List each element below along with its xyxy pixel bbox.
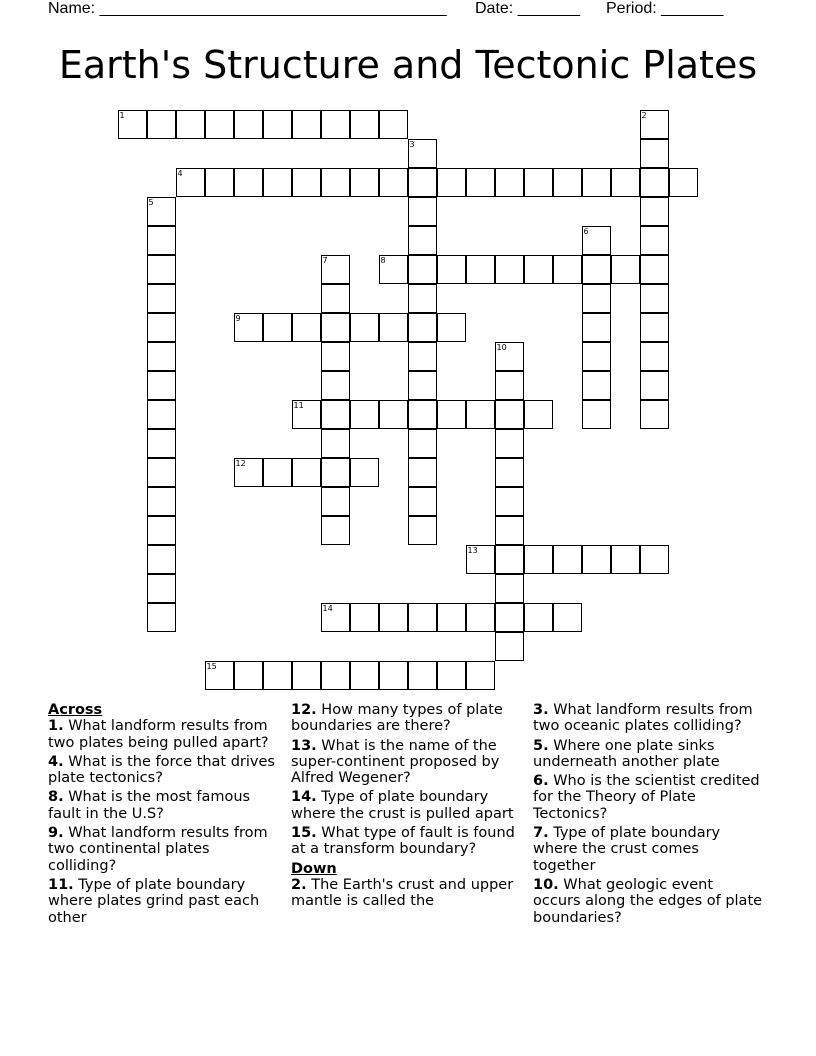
clue-text: What landform results from two plates being pulled apart? [48,718,269,751]
crossword-cell[interactable] [147,342,176,371]
crossword-cell[interactable] [582,284,611,313]
crossword-cell[interactable] [263,110,292,139]
clue-column-3 [533,702,765,929]
crossword-cell[interactable] [640,197,669,226]
crossword-cell[interactable] [350,661,379,690]
crossword-cell[interactable] [350,313,379,342]
crossword-cell[interactable] [640,342,669,371]
crossword-cell[interactable] [466,603,495,632]
date-field[interactable]: Date: _______ [475,0,580,17]
crossword-cell[interactable] [611,255,640,284]
crossword-cell[interactable] [437,255,466,284]
crossword-cell[interactable] [176,168,205,197]
crossword-cell[interactable] [408,313,437,342]
crossword-cell[interactable] [408,458,437,487]
clue-number: 11. [48,876,74,893]
crossword-cell[interactable] [495,400,524,429]
clue-text: What landform results from two oceanic plates colliding? [533,702,753,735]
clue-item [533,773,765,822]
crossword-cell[interactable] [234,661,263,690]
crossword-cell[interactable] [495,342,524,371]
crossword-cell[interactable] [234,110,263,139]
crossword-cell[interactable] [640,284,669,313]
clue-number: 7. [533,825,549,842]
crossword-cell[interactable] [582,371,611,400]
crossword-cell[interactable] [408,429,437,458]
crossword-cell[interactable] [582,255,611,284]
crossword-cell[interactable] [147,545,176,574]
crossword-cell[interactable] [408,342,437,371]
crossword-cell[interactable] [147,603,176,632]
cell-number: 10 [496,342,507,352]
clue-number: 3. [533,702,549,718]
crossword-cell[interactable] [147,371,176,400]
name-field[interactable]: Name: _______________________________________ [48,0,447,17]
crossword-cell[interactable] [205,661,234,690]
crossword-cell[interactable] [582,545,611,574]
crossword-cell[interactable] [495,487,524,516]
crossword-cell[interactable] [408,284,437,313]
crossword-cell[interactable] [466,168,495,197]
crossword-cell[interactable] [263,313,292,342]
crossword-cell[interactable] [147,516,176,545]
crossword-cell[interactable] [640,168,669,197]
crossword-cell[interactable] [582,400,611,429]
clue-item [291,738,523,787]
clue-number: 13. [291,737,317,754]
crossword-cell[interactable] [582,313,611,342]
clue-text: What geologic event occurs along the edges of plate boundaries? [533,876,763,926]
crossword-cell[interactable] [611,545,640,574]
crossword-cell[interactable] [408,168,437,197]
clue-item [48,718,280,751]
crossword-cell[interactable] [292,313,321,342]
cell-number: 3 [409,139,415,149]
cell-number: 9 [235,313,241,323]
cell-number: 12 [235,458,246,468]
puzzle-title: Earth's Structure and Tectonic Plates [58,43,758,87]
crossword-cell[interactable] [379,400,408,429]
crossword-cell[interactable] [321,371,350,400]
across-heading: Across [48,702,103,718]
crossword-cell[interactable] [466,255,495,284]
crossword-cell[interactable] [466,545,495,574]
clue-text: What is the name of the super-continent proposed by Alfred Wegener? [291,737,500,787]
crossword-cell[interactable] [292,168,321,197]
crossword-cell[interactable] [408,661,437,690]
crossword-cell[interactable] [321,661,350,690]
clue-column-1 [48,702,280,929]
crossword-cell[interactable] [292,661,321,690]
crossword-cell[interactable] [147,574,176,603]
crossword-cell[interactable] [553,255,582,284]
crossword-cell[interactable] [321,284,350,313]
crossword-cell[interactable] [234,168,263,197]
cell-number: 7 [322,255,328,265]
clue-text: Where one plate sinks underneath another plate [533,737,720,770]
cell-number: 1 [119,110,125,120]
crossword-cell[interactable] [553,603,582,632]
clue-number: 15. [291,825,317,842]
crossword-cell[interactable] [321,603,350,632]
cell-number: 6 [583,226,589,236]
clue-column-2 [291,702,523,913]
down-heading: Down [291,860,337,877]
clue-item [291,789,523,822]
crossword-cell[interactable] [379,603,408,632]
cell-number: 2 [641,110,647,120]
clue-item [533,738,765,771]
crossword-cell[interactable] [147,458,176,487]
crossword-cell[interactable] [350,458,379,487]
crossword-cell[interactable] [205,110,234,139]
clue-item [291,702,523,735]
crossword-cell[interactable] [640,545,669,574]
crossword-cell[interactable] [292,400,321,429]
crossword-cell[interactable] [176,110,205,139]
clue-number: 9. [48,825,64,842]
crossword-cell[interactable] [205,168,234,197]
clue-item [48,877,280,926]
crossword-cell[interactable] [437,603,466,632]
crossword-cell[interactable] [379,110,408,139]
crossword-cell[interactable] [495,545,524,574]
crossword-cell[interactable] [321,516,350,545]
crossword-cell[interactable] [408,603,437,632]
crossword-cell[interactable] [321,400,350,429]
cell-number: 8 [380,255,386,265]
clue-text: Type of plate boundary where the crust is pulled apart [291,789,514,822]
crossword-cell[interactable] [640,110,669,139]
clue-number: 8. [48,789,64,806]
crossword-cell[interactable] [350,603,379,632]
crossword-cell[interactable] [495,168,524,197]
crossword-cell[interactable] [640,400,669,429]
cell-number: 11 [293,400,304,410]
crossword-cell[interactable] [437,400,466,429]
crossword-cell[interactable] [466,661,495,690]
crossword-cell[interactable] [379,255,408,284]
clue-text: The Earth's crust and upper mantle is called the [291,876,514,910]
crossword-cell[interactable] [611,168,640,197]
cell-number: 14 [322,603,333,613]
crossword-cell[interactable] [118,110,147,139]
cell-number: 4 [177,168,183,178]
period-field[interactable]: Period: _______ [606,0,724,17]
crossword-cell[interactable] [495,429,524,458]
crossword-cell[interactable] [234,313,263,342]
clue-text: Type of plate boundary where plates grind past each other [48,876,260,926]
crossword-cell[interactable] [408,197,437,226]
crossword-cell[interactable] [147,255,176,284]
crossword-cell[interactable] [408,371,437,400]
crossword-cell[interactable] [321,255,350,284]
crossword-cell[interactable] [147,197,176,226]
crossword-cell[interactable] [582,168,611,197]
crossword-cell[interactable] [582,226,611,255]
crossword-cell[interactable] [408,139,437,168]
crossword-cell[interactable] [263,458,292,487]
clue-number: 1. [48,718,64,735]
crossword-cell[interactable] [437,661,466,690]
crossword-cell[interactable] [321,458,350,487]
crossword-cell[interactable] [495,458,524,487]
crossword-cell[interactable] [350,110,379,139]
crossword-cell[interactable] [147,429,176,458]
crossword-cell[interactable] [350,168,379,197]
crossword-cell[interactable] [640,371,669,400]
crossword-cell[interactable] [553,545,582,574]
crossword-cell[interactable] [437,313,466,342]
crossword-cell[interactable] [524,168,553,197]
crossword-cell[interactable] [495,255,524,284]
crossword-cell[interactable] [466,400,495,429]
crossword-cell[interactable] [437,168,466,197]
clue-text: How many types of plate boundaries are there? [291,702,503,735]
crossword-cell[interactable] [524,255,553,284]
crossword-cell[interactable] [321,487,350,516]
crossword-cell[interactable] [495,371,524,400]
student-info-header [48,0,748,20]
cell-number: 13 [467,545,478,555]
crossword-cell[interactable] [234,458,263,487]
crossword-cell[interactable] [408,226,437,255]
crossword-cell[interactable] [321,110,350,139]
clue-item [48,825,280,874]
crossword-cell[interactable] [379,313,408,342]
crossword-cell[interactable] [408,516,437,545]
crossword-cell[interactable] [263,661,292,690]
crossword-cell[interactable] [495,574,524,603]
crossword-cell[interactable] [640,255,669,284]
clue-item [291,825,523,858]
clue-number: 5. [533,737,549,754]
crossword-cell[interactable] [147,313,176,342]
crossword-cell[interactable] [379,168,408,197]
clue-item [533,825,765,874]
crossword-cell[interactable] [495,603,524,632]
clue-item [48,754,280,787]
crossword-cell[interactable] [321,429,350,458]
crossword-cell[interactable] [408,487,437,516]
clue-item [291,877,523,910]
clue-number: 10. [533,876,559,893]
cell-number: 5 [148,197,154,207]
crossword-cell[interactable] [495,516,524,545]
crossword-cell[interactable] [147,110,176,139]
clue-text: Who is the scientist credited for the Theory of Plate Tectonics? [533,773,760,822]
crossword-cell[interactable] [321,168,350,197]
crossword-cell[interactable] [669,168,698,197]
clue-item [533,877,765,926]
clue-number: 2. [291,876,307,893]
crossword-cell[interactable] [640,226,669,255]
crossword-cell[interactable] [582,342,611,371]
clue-text: What is the most famous fault in the U.S? [48,789,251,822]
clue-text: What is the force that drives plate tectonics? [48,753,275,787]
clue-number: 14. [291,789,317,806]
crossword-cell[interactable] [147,284,176,313]
crossword-cell[interactable] [147,400,176,429]
clue-item [533,702,765,735]
crossword-cell[interactable] [524,603,553,632]
crossword-cell[interactable] [147,226,176,255]
crossword-cell[interactable] [350,400,379,429]
clue-item [48,789,280,822]
crossword-cell[interactable] [640,313,669,342]
crossword-cell[interactable] [408,255,437,284]
crossword-cell[interactable] [147,487,176,516]
crossword-cell[interactable] [263,168,292,197]
crossword-cell[interactable] [640,139,669,168]
crossword-cell[interactable] [292,458,321,487]
crossword-cell[interactable] [524,545,553,574]
clue-text: What type of fault is found at a transform boundary? [291,825,515,858]
clue-text: What landform results from two continental plates colliding? [48,825,268,874]
crossword-cell[interactable] [553,168,582,197]
cell-number: 15 [206,661,217,671]
crossword-cell[interactable] [379,661,408,690]
clue-number: 4. [48,753,64,770]
crossword-cell[interactable] [321,313,350,342]
crossword-cell[interactable] [524,400,553,429]
crossword-cell[interactable] [495,632,524,661]
clue-text: Type of plate boundary where the crust comes together [533,825,721,874]
crossword-cell[interactable] [408,400,437,429]
clue-number: 6. [533,773,549,790]
clue-number: 12. [291,702,317,718]
crossword-cell[interactable] [292,110,321,139]
crossword-cell[interactable] [321,342,350,371]
